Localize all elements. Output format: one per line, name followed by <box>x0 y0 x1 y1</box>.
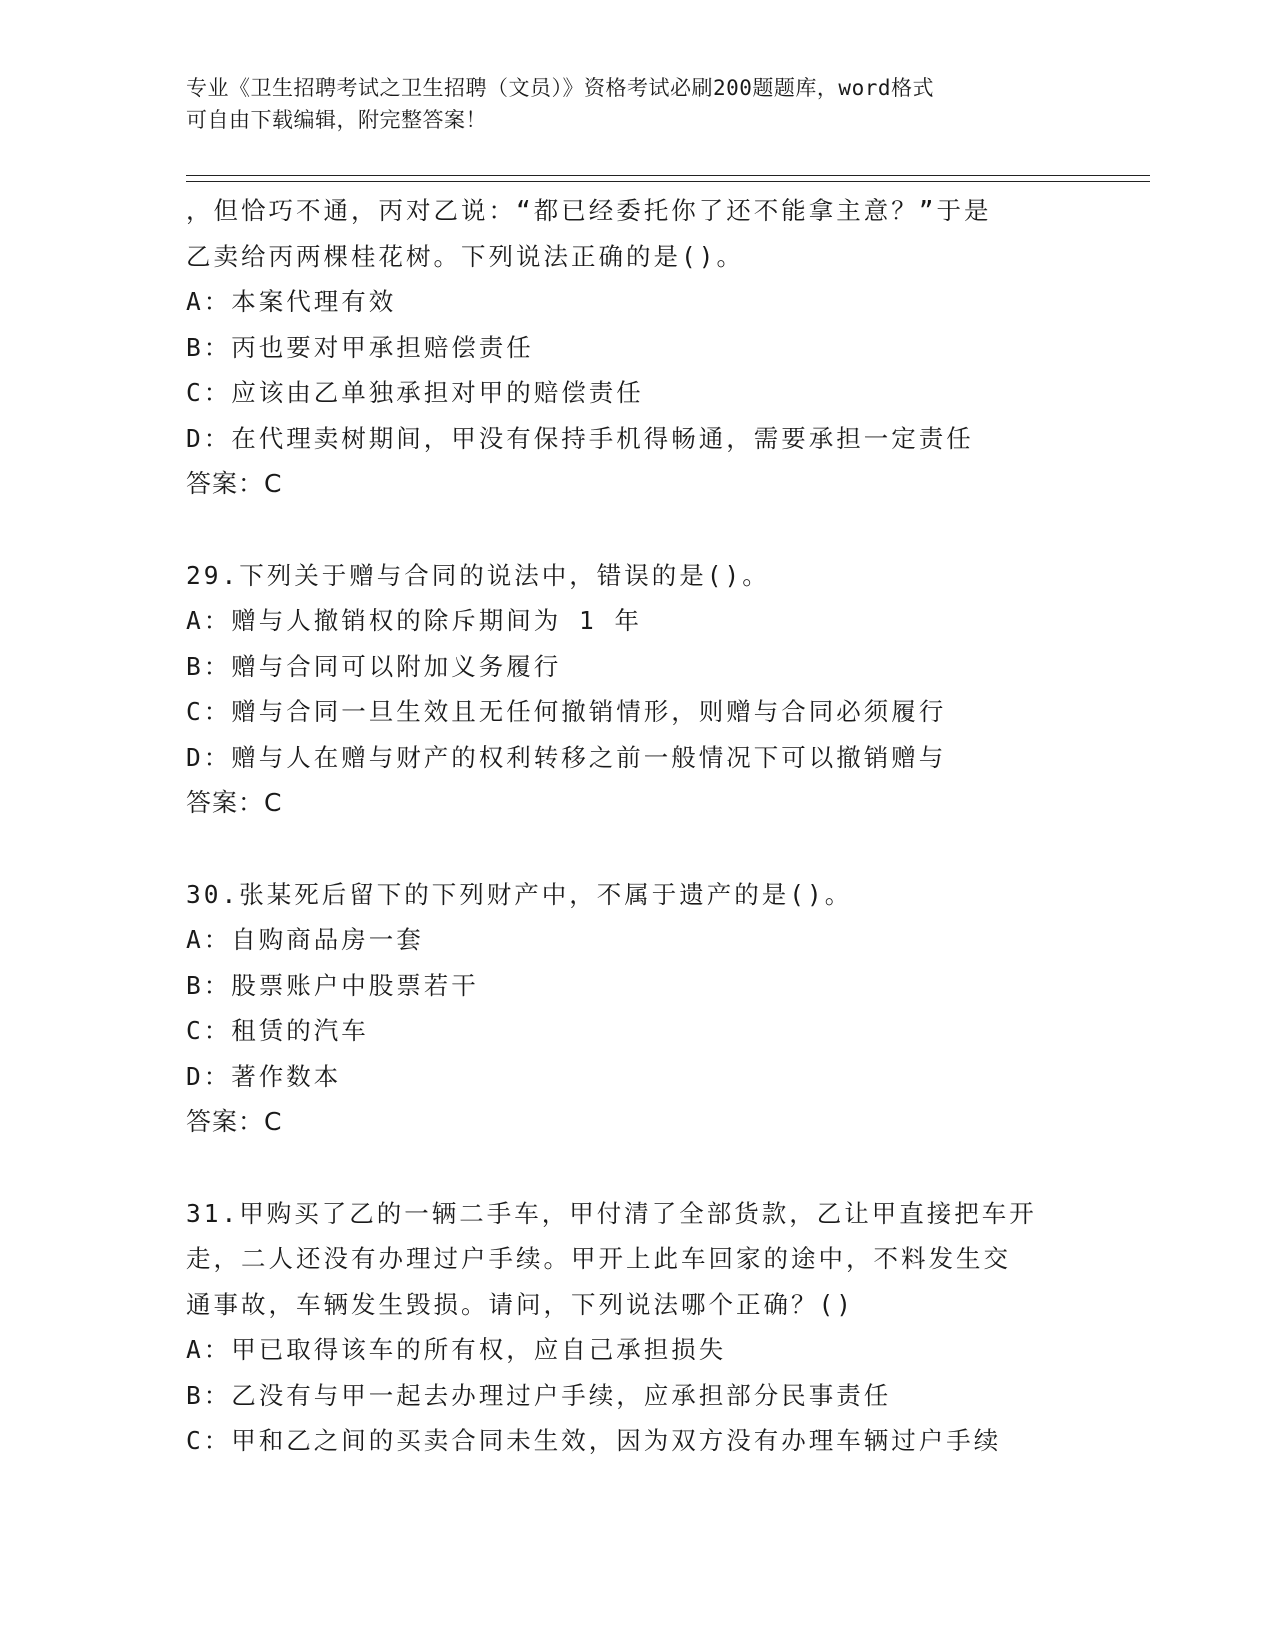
question-block-31 <box>186 1191 1106 1464</box>
header-divider-bottom <box>186 181 1150 182</box>
question-block-29 <box>186 553 1106 826</box>
option-c: C：甲和乙之间的买卖合同未生效，因为双方没有办理车辆过户手续 <box>186 1426 1002 1455</box>
spacer <box>186 1145 1106 1191</box>
option-b: B：股票账户中股票若干 <box>186 970 479 1000</box>
option-d: D：著作数本 <box>186 1061 342 1091</box>
question-stem-line: 30.张某死后留下的下列财产中，不属于遗产的是()。 <box>186 879 853 909</box>
option-c: C：租赁的汽车 <box>186 1016 369 1045</box>
document-header <box>186 72 1086 136</box>
answer-line: 答案：C <box>186 469 283 498</box>
question-stem-line: ，但恰巧不通，丙对乙说：“都已经委托你了还不能拿主意？”于是 <box>186 196 992 225</box>
option-d: D：在代理卖树期间，甲没有保持手机得畅通，需要承担一定责任 <box>186 423 974 453</box>
question-stem-line: 通事故，车辆发生毁损。请问，下列说法哪个正确？() <box>186 1289 854 1319</box>
answer-line: 答案：C <box>186 788 283 817</box>
option-c: C：应该由乙单独承担对甲的赔偿责任 <box>186 378 644 407</box>
option-a: A：赠与人撤销权的除斥期间为 1 年 <box>186 606 642 635</box>
option-c: C：赠与合同一旦生效且无任何撤销情形，则赠与合同必须履行 <box>186 697 947 726</box>
option-b: B：乙没有与甲一起去办理过户手续，应承担部分民事责任 <box>186 1380 892 1410</box>
question-stem-line: 乙卖给丙两棵桂花树。下列说法正确的是()。 <box>186 241 744 271</box>
option-a: A：本案代理有效 <box>186 287 397 316</box>
question-stem-line: 29.下列关于赠与合同的说法中，错误的是()。 <box>186 560 770 590</box>
spacer <box>186 507 1106 553</box>
question-list <box>186 188 1106 1464</box>
question-block-28 <box>186 188 1106 507</box>
option-a: A：自购商品房一套 <box>186 925 424 954</box>
option-a: A：甲已取得该车的所有权，应自己承担损失 <box>186 1335 727 1364</box>
spacer <box>186 826 1106 872</box>
header-line-1: 专业《卫生招聘考试之卫生招聘（文员）》资格考试必刷200题题库，word格式 <box>186 76 934 100</box>
question-stem-line: 走，二人还没有办理过户手续。甲开上此车回家的途中，不料发生交 <box>186 1244 1011 1273</box>
answer-line: 答案：C <box>186 1107 283 1136</box>
option-b: B：赠与合同可以附加义务履行 <box>186 651 562 681</box>
header-line-2: 可自由下载编辑，附完整答案！ <box>186 108 487 132</box>
header-divider-top <box>186 175 1150 176</box>
question-stem-line: 31.甲购买了乙的一辆二手车，甲付清了全部货款，乙让甲直接把车开 <box>186 1198 1037 1228</box>
question-block-30 <box>186 872 1106 1145</box>
option-d: D：赠与人在赠与财产的权利转移之前一般情况下可以撤销赠与 <box>186 742 947 772</box>
option-b: B：丙也要对甲承担赔偿责任 <box>186 332 534 362</box>
